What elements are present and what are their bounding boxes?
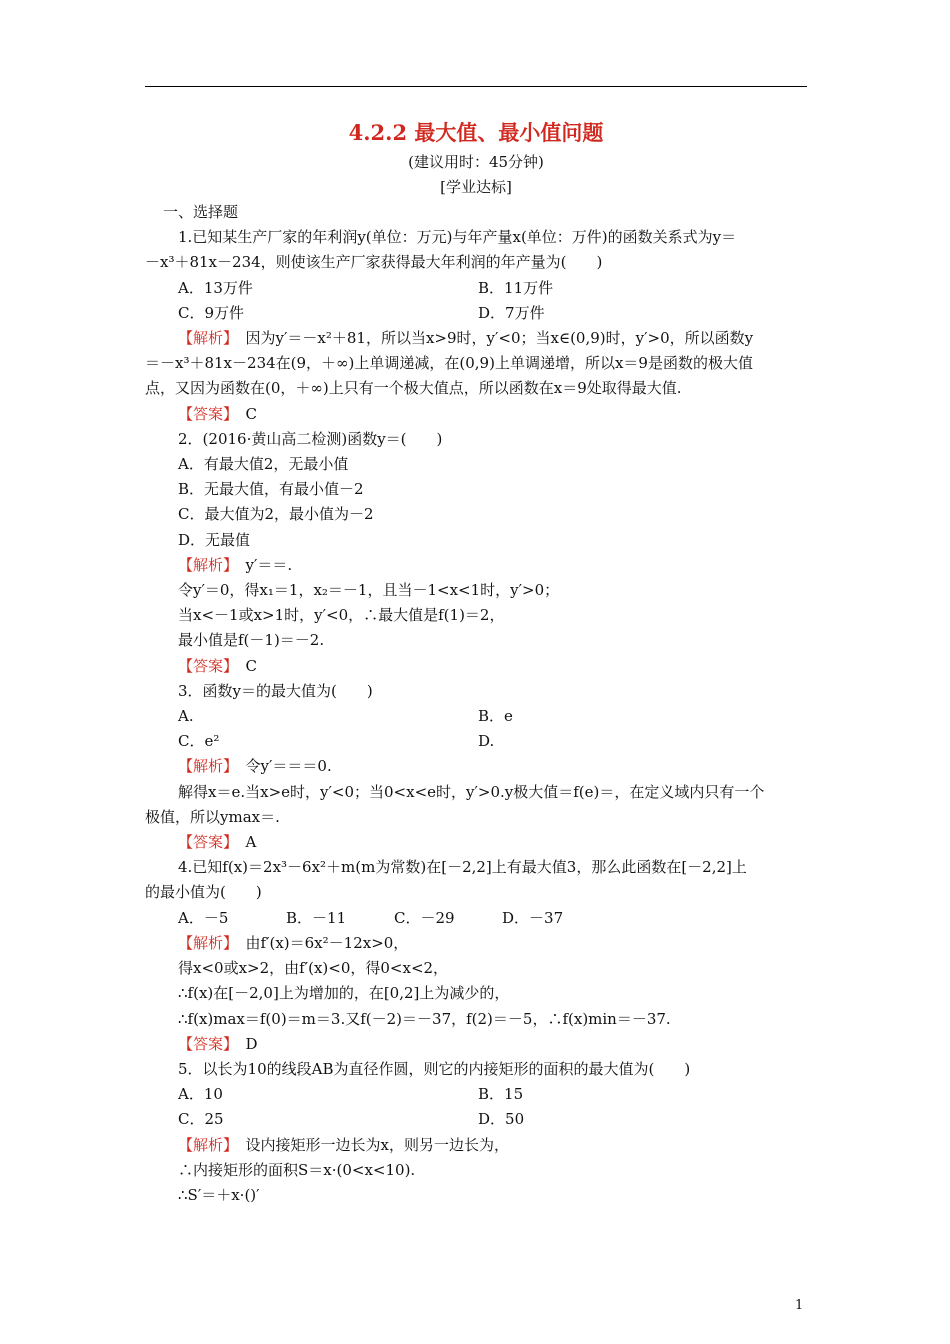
q5-option-c: C．25 — [178, 1110, 224, 1129]
q3-jiexi-1 — [145, 754, 807, 779]
q3-jiexi-tag: 【解析】 — [178, 757, 231, 776]
q4-answer — [145, 1032, 807, 1057]
q2-answer-tag: 【答案】 — [178, 656, 231, 675]
q1-answer-tag: 【答案】 — [178, 404, 231, 423]
q4-jiexi-2: 得x<0或x>2，由f′(x)<0，得0<x<2， — [178, 959, 449, 978]
q3-jiexi-2: 解得x＝e.当x>e时，y′<0；当0<x<e时，y′>0.y极大值＝f(e)＝，在定义域内只有一个 — [178, 782, 765, 801]
page-title: 4.2.2 最大值、最小值问题 — [348, 120, 604, 145]
q2-jiexi-4: 最小值是f(－1)＝－2. — [178, 631, 325, 650]
q4-answer-value: D — [230, 1034, 258, 1053]
section-tag: [学业达标] — [440, 178, 512, 196]
q2-option-b: B．无最大值，有最小值－2 — [178, 480, 364, 499]
q4-jiexi-3: ∴f(x)在[－2,0]上为增加的，在[0,2]上为减少的， — [178, 984, 510, 1003]
q5-option-d: D．50 — [478, 1110, 525, 1129]
q5-option-b: B．15 — [478, 1085, 524, 1104]
page-number: 1 — [795, 1298, 804, 1313]
q5-jiexi-tag: 【解析】 — [178, 1135, 231, 1154]
q1-options-row2 — [145, 301, 807, 326]
q4-jiexi-tag: 【解析】 — [178, 933, 231, 952]
q3-stem: 3．函数y＝的最大值为( ) — [178, 681, 373, 700]
part-heading: 一、选择题 — [163, 203, 239, 221]
q1-stem-a: 1.已知某生产厂家的年利润y(单位：万元)与年产量x(单位：万件)的函数关系式为y＝ — [178, 228, 737, 247]
q3-options-row1 — [145, 704, 807, 729]
q5-option-a: A．10 — [178, 1085, 223, 1104]
q4-option-a: A．－5 — [178, 908, 229, 927]
q5-stem: 5．以长为10的线段AB为直径作圆，则它的内接矩形的面积的最大值为( ) — [178, 1059, 691, 1078]
q3-jiexi-3: 极值，所以ymax＝. — [145, 807, 280, 826]
q1-stem-b: －x³＋81x－234，则使该生产厂家获得最大年利润的年产量为( ) — [145, 253, 603, 272]
q5-options-row2 — [145, 1107, 807, 1132]
q3-option-d: D. — [478, 732, 495, 751]
q3-options-row2 — [145, 729, 807, 754]
q3-option-c: C．e² — [178, 732, 220, 751]
q5-jiexi-3: ∴S′＝＋x·()′ — [178, 1185, 260, 1204]
q4-stem-b: 的最小值为( ) — [145, 883, 262, 902]
q5-jiexi-text-1: 设内接矩形一边长为x，则另一边长为， — [230, 1135, 509, 1154]
q4-jiexi-text-1: 由f′(x)＝6x²－12x>0， — [230, 933, 409, 952]
q3-answer-tag: 【答案】 — [178, 833, 231, 852]
q2-option-d: D．无最值 — [178, 530, 251, 549]
q1-jiexi-3: 点，又因为函数在(0，＋∞)上只有一个极大值点，所以函数在x＝9处取得最大值. — [145, 379, 682, 398]
q1-jiexi-text-1: 因为y′＝－x²＋81，所以当x>9时，y′<0；当x∈(0,9)时，y′>0，所以函数y — [230, 329, 754, 348]
q4-option-b: B．－11 — [286, 908, 347, 927]
q2-answer-value: C — [230, 656, 257, 675]
q4-stem-a: 4.已知f(x)＝2x³－6x²＋m(m为常数)在[－2,2]上有最大值3，那么此函数在[－2,2]上 — [178, 858, 747, 877]
q2-jiexi-text-1: y′＝＝. — [230, 555, 293, 574]
q1-jiexi-1 — [145, 326, 807, 351]
q2-stem: 2．(2016·黄山高二检测)函数y＝( ) — [178, 429, 443, 448]
q1-jiexi-tag: 【解析】 — [178, 329, 231, 348]
q1-answer-value: C — [230, 404, 257, 423]
q2-jiexi-tag: 【解析】 — [178, 555, 231, 574]
q1-options-row1 — [145, 276, 807, 301]
q1-option-d: D．7万件 — [478, 303, 545, 322]
document-body — [145, 118, 807, 1208]
subtitle: (建议用时：45分钟) — [408, 153, 544, 171]
q2-answer — [145, 654, 807, 679]
q3-answer — [145, 830, 807, 855]
q4-jiexi-1 — [145, 931, 807, 956]
q2-jiexi-2: 令y′＝0，得x₁＝1，x₂＝－1，且当－1<x<1时，y′>0； — [178, 581, 560, 600]
q1-option-a: A．13万件 — [178, 278, 253, 297]
q3-answer-value: A — [230, 833, 257, 852]
q5-jiexi-1 — [145, 1133, 807, 1158]
q1-jiexi-2: ＝－x³＋81x－234在(9，＋∞)上单调递减，在(0,9)上单调递增，所以x＝9是函数的极大值 — [145, 354, 753, 373]
q2-option-a: A．有最大值2，无最小值 — [178, 455, 349, 474]
q2-jiexi-1 — [145, 553, 807, 578]
q1-option-b: B．11万件 — [478, 278, 554, 297]
q3-option-b: B．e — [478, 707, 513, 726]
q5-jiexi-2: ∴内接矩形的面积S＝x·(0<x<10). — [178, 1160, 416, 1179]
q3-jiexi-text-1: 令y′＝＝＝0. — [230, 757, 332, 776]
q4-options — [145, 906, 807, 931]
q1-option-c: C．9万件 — [178, 303, 245, 322]
q2-option-c: C．最大值为2，最小值为－2 — [178, 505, 374, 524]
q3-option-a: A. — [178, 707, 194, 726]
q4-answer-tag: 【答案】 — [178, 1034, 231, 1053]
q5-options-row1 — [145, 1082, 807, 1107]
q4-jiexi-4: ∴f(x)max＝f(0)＝m＝3.又f(－2)＝－37，f(2)＝－5，∴f(x)min＝－37. — [178, 1009, 671, 1028]
q4-option-c: C．－29 — [394, 908, 455, 927]
q1-answer — [145, 402, 807, 427]
q4-option-d: D．－37 — [502, 908, 564, 927]
header-rule — [145, 86, 807, 87]
q2-jiexi-3: 当x<－1或x>1时，y′<0，∴最大值是f(1)＝2， — [178, 606, 505, 625]
